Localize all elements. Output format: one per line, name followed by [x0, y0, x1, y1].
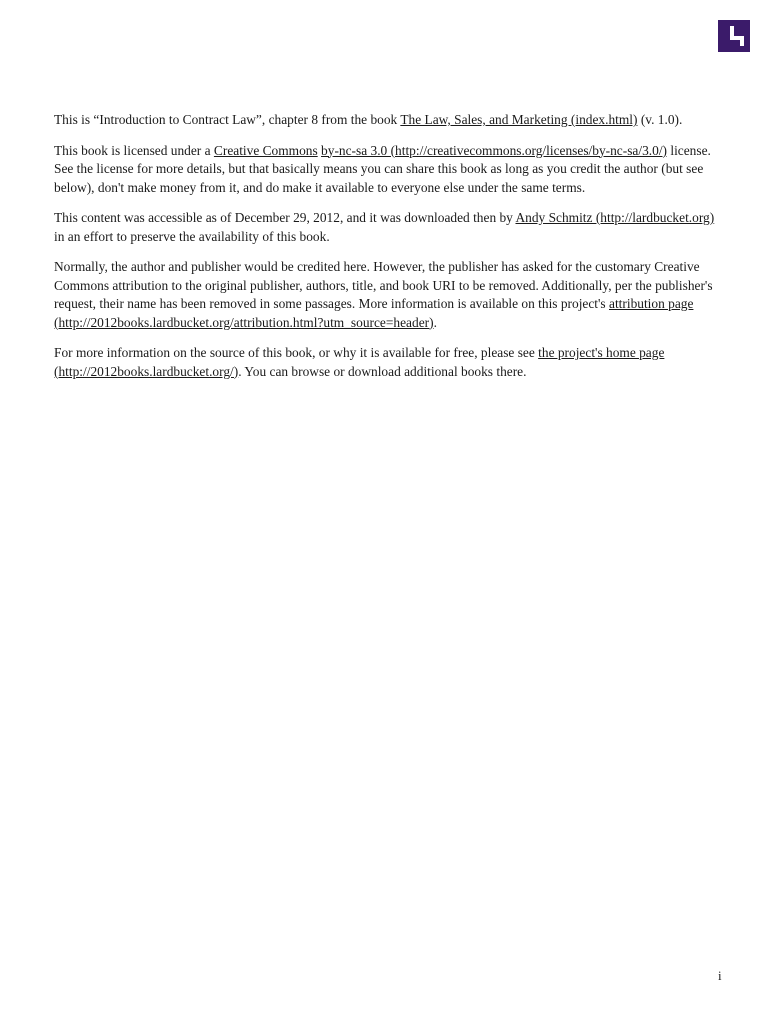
home-page-link[interactable]: the project's home page (http://2012books.lardbucket.org/): [54, 345, 665, 379]
paragraph-download-info: [54, 209, 718, 246]
attribution-link[interactable]: attribution page (http://2012books.lardbucket.org/attribution.html?utm_source=header): [54, 296, 694, 330]
paragraph-attribution: [54, 258, 718, 332]
creative-commons-link[interactable]: Creative Commons: [213, 142, 318, 158]
preserve-text: in an effort to preserve the availability of this book.: [54, 228, 330, 244]
attribution-text: Normally, the author and publisher would be credited here. However, the publisher has asked for the customary Creative Commons attribution to the original publisher, authors, title, and book URI to be removed. Additionally, per the publisher's request, their name has been removed in some passages. More information is available on this project's: [54, 259, 713, 311]
browse-text: . You can browse or download additional books there.: [238, 363, 527, 379]
attribution-end: .: [433, 314, 437, 330]
book-link[interactable]: The Law, Sales, and Marketing (index.html): [400, 112, 638, 127]
version-text: (v. 1.0).: [637, 112, 683, 127]
source-info-text: For more information on the source of this book, or why it is available for free, please see: [54, 345, 539, 360]
license-intro-text: This book is licensed under a: [54, 142, 214, 158]
license-details-text: license. See the license for more details, but that basically means you can share this book as long as you credit the author (but see below), don't make money from it, and do make it available to everyone else under the same terms.: [54, 142, 711, 195]
lardbucket-logo-icon: [718, 20, 750, 52]
chapter-info-text: This is “Introduction to Contract Law”, chapter 8 from the book: [54, 112, 401, 127]
page-number: i: [718, 968, 722, 983]
download-info-text: This content was accessible as of December 29, 2012, and it was downloaded then by: [54, 210, 516, 225]
license-link[interactable]: by-nc-sa 3.0 (http://creativecommons.org/licenses/by-nc-sa/3.0/): [321, 142, 667, 158]
paragraph-source-info: [54, 344, 718, 381]
license-notice: [54, 111, 718, 393]
author-link[interactable]: Andy Schmitz (http://lardbucket.org): [515, 210, 715, 225]
paragraph-chapter-info: [54, 111, 718, 130]
paragraph-license: [54, 142, 718, 198]
